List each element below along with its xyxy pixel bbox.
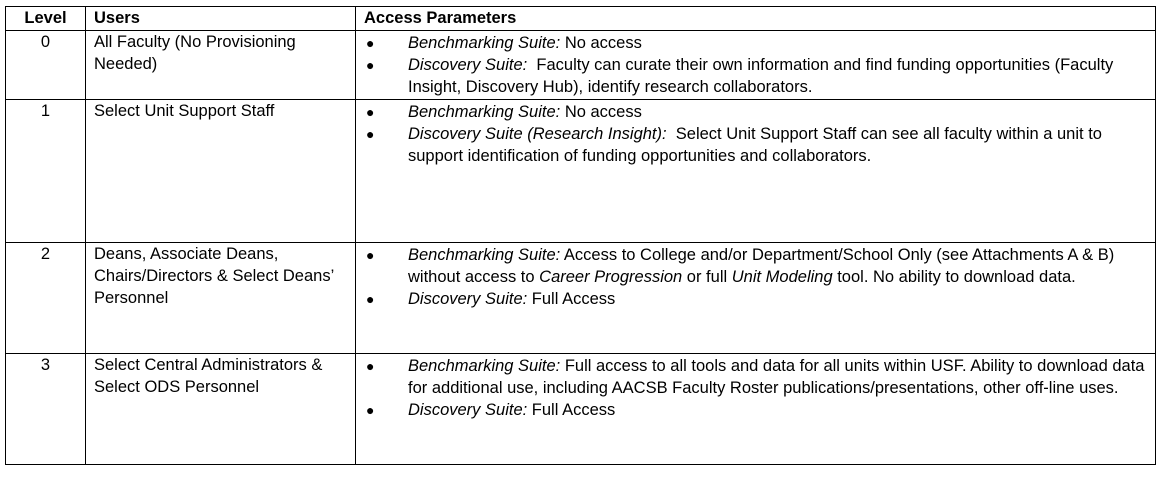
- header-row: [6, 7, 1156, 31]
- params-cell: [356, 100, 1156, 243]
- param-text: Full access to all tools and data for all units within USF. Ability to download data for additional use, including AACSB Faculty Roster publications/presentations, other off-line uses.: [408, 357, 1145, 397]
- bullet-icon: ●: [366, 358, 375, 374]
- param-text: Full Access: [527, 401, 616, 419]
- header-users: Users: [86, 7, 356, 31]
- level-cell: 0: [6, 31, 86, 100]
- header-access-parameters: Access Parameters: [356, 7, 1156, 31]
- list-item: [364, 399, 1147, 421]
- tool-name-unit-modeling: Unit Modeling: [731, 268, 833, 286]
- level-cell: 1: [6, 100, 86, 243]
- users-cell: Deans, Associate Deans, Chairs/Directors & Select Deans’ Personnel: [86, 243, 356, 354]
- param-text: tool. No ability to download data.: [832, 268, 1076, 286]
- param-text: Access to College and/or Department/School Only (see Attachments A & B) without access to: [408, 246, 1115, 286]
- bullet-icon: ●: [366, 35, 375, 51]
- params-cell: [356, 31, 1156, 100]
- list-item: [364, 355, 1147, 399]
- params-cell: [356, 354, 1156, 465]
- param-text: No access: [560, 34, 642, 52]
- list-item: [364, 123, 1147, 167]
- param-text: Full Access: [527, 290, 616, 308]
- param-text: No access: [560, 103, 642, 121]
- table-row: [6, 31, 1156, 100]
- param-text: Faculty can curate their own information and find funding opportunities (Faculty Insight, Discovery Hub), identify research collaborators.: [408, 56, 1118, 96]
- level-cell: 3: [6, 354, 86, 465]
- params-cell: [356, 243, 1156, 354]
- suite-name: Discovery Suite:: [408, 56, 528, 74]
- suite-name: Discovery Suite (Research Insight):: [408, 125, 667, 143]
- suite-name: Discovery Suite:: [408, 401, 528, 419]
- users-cell: All Faculty (No Provisioning Needed): [86, 31, 356, 100]
- list-item: [364, 54, 1147, 98]
- list-item: [364, 244, 1147, 288]
- users-cell: Select Central Administrators & Select ODS Personnel: [86, 354, 356, 465]
- list-item: [364, 101, 1147, 123]
- suite-name: Benchmarking Suite:: [408, 357, 561, 375]
- params-list: [364, 243, 1147, 310]
- tool-name-career-progression: Career Progression: [539, 268, 683, 286]
- param-text: Select Unit Support Staff can see all faculty within a unit to support identification of funding opportunities and collaborators.: [408, 125, 1107, 165]
- list-item: [364, 288, 1147, 310]
- param-text: or full: [682, 268, 732, 286]
- bullet-icon: ●: [366, 247, 375, 263]
- suite-name: Benchmarking Suite:: [408, 103, 561, 121]
- params-list: [364, 100, 1147, 167]
- suite-name: Discovery Suite:: [408, 290, 528, 308]
- header-level: Level: [6, 7, 86, 31]
- bullet-icon: ●: [366, 291, 375, 307]
- params-list: [364, 354, 1147, 421]
- access-levels-table: [5, 6, 1156, 465]
- table-row: [6, 100, 1156, 243]
- table-row: [6, 243, 1156, 354]
- bullet-icon: ●: [366, 57, 375, 73]
- bullet-icon: ●: [366, 104, 375, 120]
- table-row: [6, 354, 1156, 465]
- bullet-icon: ●: [366, 402, 375, 418]
- bullet-icon: ●: [366, 126, 375, 142]
- list-item: [364, 32, 1147, 54]
- users-cell: Select Unit Support Staff: [86, 100, 356, 243]
- suite-name: Benchmarking Suite:: [408, 246, 561, 264]
- level-cell: 2: [6, 243, 86, 354]
- params-list: [364, 31, 1147, 98]
- suite-name: Benchmarking Suite:: [408, 34, 561, 52]
